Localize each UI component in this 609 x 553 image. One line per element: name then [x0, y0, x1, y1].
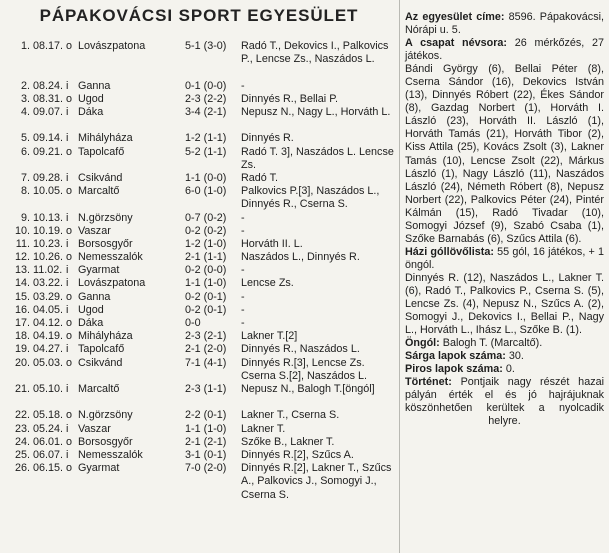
match-number: 20.	[14, 356, 30, 369]
scorers-paragraph	[405, 246, 604, 272]
match-scorers: -	[241, 317, 245, 330]
match-number: 1.	[20, 40, 30, 52]
match-date: 05.03.	[33, 356, 64, 369]
match-opponent: Lovászpatona	[78, 40, 146, 52]
match-score: 3-1 (0-1)	[185, 448, 227, 461]
match-date: 06.07.	[33, 448, 64, 461]
match-score: 6-0 (1-0)	[185, 185, 227, 198]
match-date: 10.26.	[33, 251, 64, 264]
match-venue: o	[66, 356, 73, 369]
match-row	[0, 423, 398, 436]
match-number: 3.	[20, 92, 30, 105]
match-row	[0, 357, 398, 383]
match-venue: i	[66, 303, 69, 316]
match-venue: o	[66, 290, 73, 303]
match-scorers: Palkovics P.[3], Naszádos L., Dinnyés R., Cserna S.	[241, 185, 380, 211]
match-opponent: Lovászpatona	[78, 277, 146, 290]
match-number: 18.	[14, 330, 30, 343]
match-scorers: Lakner T.[2]	[241, 330, 298, 343]
match-number: 8.	[20, 185, 30, 198]
match-opponent: Vaszar	[78, 224, 111, 237]
address-label: Az egyesület címe:	[405, 11, 505, 23]
match-score: 7-0 (2-0)	[185, 462, 227, 475]
red-cards-label: Piros lapok száma:	[405, 363, 503, 376]
match-scorers: -	[241, 303, 245, 316]
match-score: 2-2 (0-1)	[185, 409, 227, 422]
match-venue: o	[66, 224, 73, 237]
match-date: 09.21.	[33, 145, 64, 158]
match-score: 1-2 (1-0)	[185, 237, 227, 250]
match-venue: o	[66, 251, 73, 264]
match-opponent: Borsosgyőr	[78, 237, 133, 250]
match-scorers: Radó T.	[241, 171, 279, 184]
match-scorers: Dinnyés R., Bellai P.	[241, 92, 339, 105]
match-opponent: Ugod	[78, 92, 104, 105]
match-row	[0, 238, 398, 251]
match-scorers: Nepusz N., Balogh T.[öngól]	[241, 382, 375, 395]
match-row	[0, 225, 398, 238]
match-date: 06.15.	[33, 462, 64, 475]
match-scorers: Lencse Zs.	[241, 277, 294, 290]
match-opponent: Tapolcafő	[78, 343, 125, 356]
match-score: 2-3 (1-1)	[185, 382, 227, 395]
match-row	[0, 80, 398, 93]
match-venue: o	[66, 330, 73, 343]
column-divider	[399, 0, 400, 553]
match-venue: i	[66, 422, 69, 435]
match-score: 0-2 (0-1)	[185, 290, 227, 303]
match-date: 11.02.	[33, 264, 63, 277]
match-number: 14.	[14, 277, 30, 290]
match-number: 6.	[20, 145, 30, 158]
match-score: 2-1 (1-1)	[185, 251, 227, 264]
match-row	[0, 383, 398, 409]
scorers-list: Dinnyés R. (12), Naszádos L., Lakner T. (6), Radó T., Palkovics P., Cserna S. (5), Lencse Zs. (4), Nepusz N., Szűcs A. (2), Somogyi J., Dekovics I., Bellai P., Nagy L., Horváth L., Ihász L., Szőke B. (1).	[405, 271, 604, 337]
match-scorers: Naszádos L., Dinnyés R.	[241, 251, 360, 264]
match-date: 05.18.	[33, 409, 64, 422]
match-score: 0-1 (0-0)	[185, 79, 227, 92]
match-date: 09.28.	[33, 171, 64, 184]
match-scorers: Dinnyés R.[2], Lakner T., Szűcs A., Palkovics J., Somogyi J., Cserna S.	[241, 462, 392, 501]
match-score: 5-2 (1-1)	[185, 145, 227, 158]
match-venue: i	[66, 105, 69, 118]
match-opponent: Ugod	[78, 303, 104, 316]
owngoal-paragraph	[405, 337, 604, 350]
match-venue: i	[66, 171, 69, 184]
yellow-cards-paragraph	[405, 350, 604, 363]
match-row	[0, 172, 398, 185]
match-score: 3-4 (2-1)	[185, 105, 227, 118]
history-text: Pontjaik nagy részét hazai pályán érték el és jó hajrájuknak köszönhetően kerültek a nyolcadik helyre.	[405, 376, 604, 428]
match-venue: o	[66, 462, 73, 475]
match-number: 22.	[14, 409, 30, 422]
yellow-cards-label: Sárga lapok száma:	[405, 350, 506, 363]
match-scorers: Dinnyés R.[3], Lencse Zs. Cserna S.[2], Naszádos L.	[241, 356, 368, 382]
match-scorers: -	[241, 79, 245, 92]
match-scorers: Dinnyés R.[2], Szűcs A.	[241, 448, 354, 461]
match-date: 04.19.	[33, 330, 64, 343]
match-venue: i	[66, 277, 69, 290]
match-number: 25.	[14, 448, 30, 461]
match-row	[0, 146, 398, 172]
match-venue: i	[66, 211, 69, 224]
match-scorers: Horváth II. L.	[241, 237, 303, 250]
match-row	[0, 317, 398, 330]
match-opponent: Marcaltő	[78, 185, 120, 198]
match-venue: i	[66, 237, 69, 250]
match-number: 7.	[20, 171, 30, 184]
match-scorers: Szőke B., Lakner T.	[241, 435, 335, 448]
match-date: 08.24.	[33, 79, 64, 92]
history-paragraph	[405, 376, 604, 428]
match-score: 0-2 (0-0)	[185, 264, 227, 277]
match-venue: i	[66, 448, 69, 461]
match-opponent: Csikvánd	[78, 356, 123, 369]
match-opponent: Dáka	[78, 317, 104, 330]
match-date: 05.10.	[33, 382, 64, 395]
match-score: 0-2 (0-1)	[185, 303, 227, 316]
scorers-intro: 55 gól, 16 játékos, + 1 öngól.	[405, 245, 604, 271]
match-opponent: Dáka	[78, 105, 104, 118]
match-scorers: -	[241, 211, 245, 224]
address-value: 8596. Pápakovácsi, Nórápi u. 5.	[405, 11, 604, 37]
match-row	[0, 449, 398, 462]
match-date: 10.13.	[33, 211, 64, 224]
match-number: 10.	[14, 224, 30, 237]
match-venue: o	[66, 92, 73, 105]
roster-intro: 26 mérkőzés, 27 játékos.	[405, 37, 604, 63]
match-opponent: N.görzsöny	[78, 211, 133, 224]
match-opponent: Marcaltő	[78, 382, 120, 395]
match-opponent: Nemesszalók	[78, 251, 143, 264]
match-score: 2-3 (2-1)	[185, 330, 227, 343]
match-score: 0-0	[185, 317, 201, 330]
match-scorers: -	[241, 290, 245, 303]
match-row	[0, 264, 398, 277]
match-number: 12.	[14, 251, 30, 264]
match-number: 19.	[14, 343, 30, 356]
history-label: Történet:	[405, 376, 452, 389]
match-date: 08.17.	[33, 40, 64, 52]
match-venue: o	[66, 185, 73, 198]
match-list	[0, 40, 398, 502]
match-venue: o	[66, 40, 73, 52]
match-number: 16.	[14, 303, 30, 316]
match-opponent: Gyarmat	[78, 264, 120, 277]
match-number: 17.	[14, 317, 30, 330]
match-score: 1-1 (0-0)	[185, 171, 227, 184]
match-row	[0, 409, 398, 422]
match-venue: i	[66, 132, 69, 145]
match-scorers: Lakner T.	[241, 422, 286, 435]
match-venue: o	[66, 145, 73, 158]
match-score: 2-1 (2-1)	[185, 435, 227, 448]
match-score: 1-2 (1-1)	[185, 132, 227, 145]
match-scorers: Radó T. 3], Naszádos L. Lencse Zs.	[241, 145, 394, 171]
match-number: 24.	[14, 435, 30, 448]
club-title: PÁPAKOVÁCSI SPORT EGYESÜLET	[39, 6, 359, 25]
scorers-label: Házi góllövőlista:	[405, 245, 494, 258]
match-date: 04.12.	[33, 317, 64, 330]
match-score: 5-1 (3-0)	[185, 40, 227, 52]
match-date: 10.05.	[33, 185, 64, 198]
match-row	[0, 93, 398, 106]
match-scorers: -	[241, 224, 245, 237]
address-paragraph	[405, 11, 604, 37]
match-row	[0, 185, 398, 211]
match-date: 10.23.	[33, 237, 64, 250]
match-opponent: Vaszar	[78, 422, 111, 435]
match-score: 2-3 (2-2)	[185, 92, 227, 105]
match-number: 4.	[20, 105, 30, 118]
yellow-cards-value: 30.	[508, 350, 524, 363]
match-venue: o	[66, 317, 73, 330]
match-row	[0, 277, 398, 290]
roster-list: Bándi György (6), Bellai Péter (8), Cserna Sándor (16), Dekovics István (13), Dinnyés Róbert (22), Ékes Sándor (8), Gazdag Norbert (1), Horváth I. László (23), Horváth II. László (1), Horváth Tamás (21), Horváth Tibor (2), Kiss Attila (25), Kovács Zsolt (3), Lakner Tamás (10), Lencse Zsolt (22), Márkus László (1), Nagy László (11), Naszádos László (24), Németh Róbert (8), Nepusz Norbert (22), Palkovics Péter (24), Pintér Kálmán (15), Radó Tivadar (10), Somogyi József (9), Szabó Csaba (1), Szőke Barnabás (6), Szűcs Attila (6).	[405, 63, 604, 245]
match-row	[0, 436, 398, 449]
match-date: 06.01.	[33, 435, 64, 448]
match-date: 03.22.	[33, 277, 64, 290]
match-venue: o	[66, 435, 73, 448]
match-number: 26.	[14, 462, 30, 475]
club-info-column	[405, 11, 604, 429]
match-number: 2.	[20, 79, 30, 92]
match-score: 0-7 (0-2)	[185, 211, 227, 224]
match-date: 05.24.	[33, 422, 64, 435]
owngoal-label: Öngól:	[405, 337, 440, 350]
match-row	[0, 330, 398, 343]
match-venue: i	[66, 382, 69, 395]
match-row	[0, 251, 398, 264]
match-date: 09.14.	[33, 132, 64, 145]
match-row	[0, 343, 398, 356]
match-opponent: Ganna	[78, 79, 111, 92]
match-opponent: Tapolcafő	[78, 145, 125, 158]
match-number: 15.	[14, 290, 30, 303]
match-date: 04.27.	[33, 343, 64, 356]
match-venue: i	[66, 79, 69, 92]
match-opponent: Ganna	[78, 290, 111, 303]
match-opponent: Mihályháza	[78, 330, 133, 343]
match-venue: o	[66, 409, 73, 422]
match-scorers: Nepusz N., Nagy L., Horváth L.	[241, 105, 391, 118]
match-scorers: -	[241, 264, 245, 277]
match-row	[0, 304, 398, 317]
match-date: 10.19.	[33, 224, 64, 237]
match-row	[0, 212, 398, 225]
red-cards-value: 0.	[505, 363, 515, 376]
match-opponent: Borsosgyőr	[78, 435, 133, 448]
match-venue: i	[66, 264, 69, 277]
match-scorers: Radó T., Dekovics I., Palkovics P., Lencse Zs., Naszádos L.	[241, 40, 389, 66]
roster-label: A csapat névsora:	[405, 37, 508, 50]
match-row	[0, 106, 398, 132]
match-number: 23.	[14, 422, 30, 435]
match-opponent: Csikvánd	[78, 171, 123, 184]
match-opponent: Nemesszalók	[78, 448, 143, 461]
match-number: 11.	[15, 237, 30, 250]
match-score: 1-1 (1-0)	[185, 422, 227, 435]
match-score: 1-1 (1-0)	[185, 277, 227, 290]
match-score: 0-2 (0-2)	[185, 224, 227, 237]
match-scorers: Dinnyés R., Naszádos L.	[241, 343, 360, 356]
roster-paragraph	[405, 37, 604, 63]
match-number: 5.	[20, 132, 30, 145]
match-date: 04.05.	[33, 303, 64, 316]
owngoal-value: Balogh T. (Marcaltő).	[442, 337, 543, 350]
match-number: 13.	[14, 264, 30, 277]
match-scorers: Dinnyés R.	[241, 132, 294, 145]
match-date: 03.29.	[33, 290, 64, 303]
match-row	[0, 291, 398, 304]
match-score: 7-1 (4-1)	[185, 356, 227, 369]
match-row	[0, 40, 398, 80]
match-scorers: Lakner T., Cserna S.	[241, 409, 340, 422]
match-date: 09.07.	[33, 105, 64, 118]
match-row	[0, 462, 398, 502]
match-opponent: Mihályháza	[78, 132, 133, 145]
match-opponent: Gyarmat	[78, 462, 120, 475]
match-number: 21.	[14, 382, 30, 395]
match-venue: i	[66, 343, 69, 356]
red-cards-paragraph	[405, 363, 604, 376]
match-number: 9.	[20, 211, 30, 224]
match-score: 2-1 (2-0)	[185, 343, 227, 356]
match-opponent: N.görzsöny	[78, 409, 133, 422]
match-date: 08.31.	[33, 92, 64, 105]
match-row	[0, 132, 398, 145]
